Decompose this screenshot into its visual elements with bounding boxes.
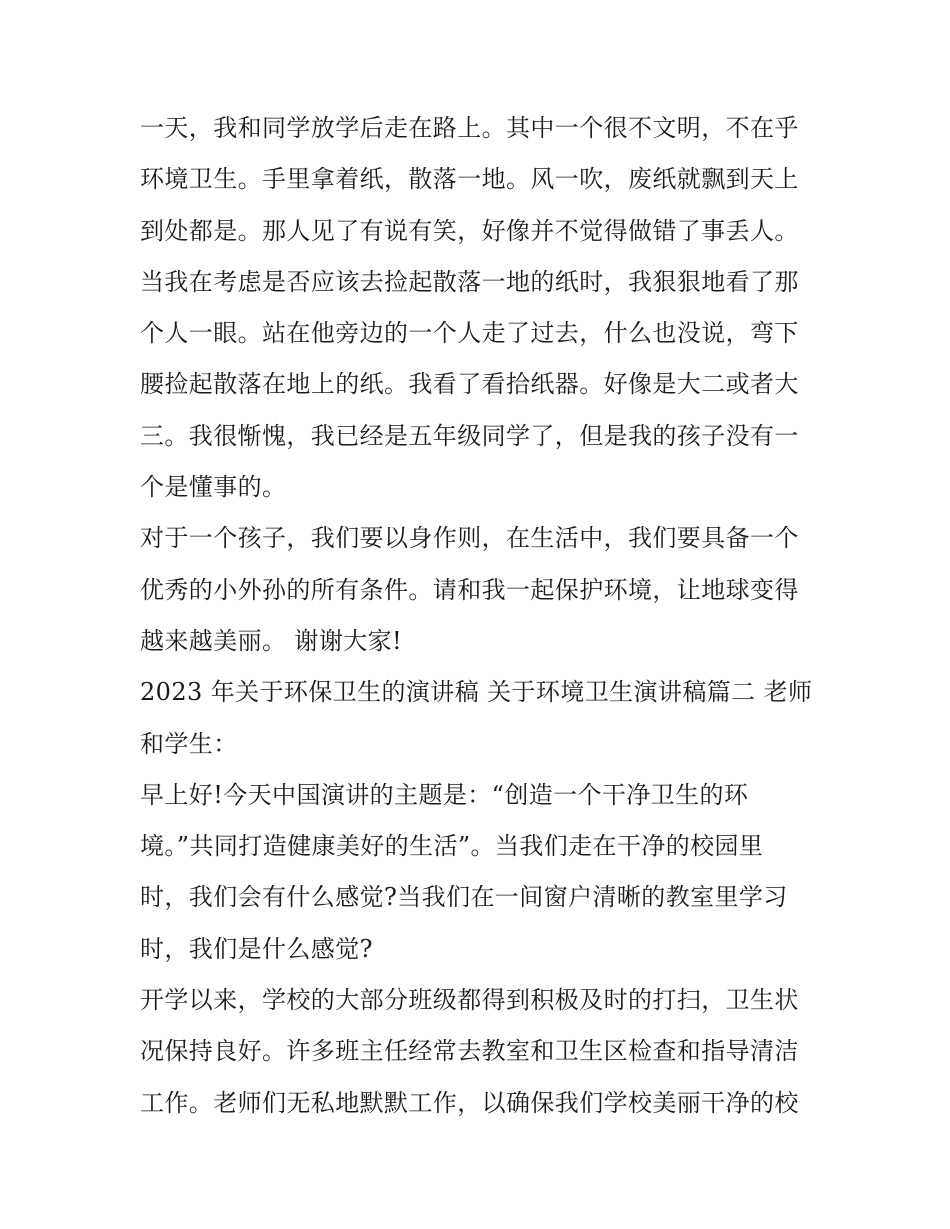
- document-body: [140, 103, 820, 1129]
- text-line: 开学以来，学校的大部分班级都得到积极及时的打扫，卫生状: [140, 986, 799, 1015]
- text-line: 三。我很惭愧，我已经是五年级同学了，但是我的孩子没有一: [140, 421, 799, 450]
- text-line: 到处都是。那人见了有说有笑，好像并不觉得做错了事丢人。: [140, 216, 799, 245]
- text-line: 越来越美丽。 谢谢大家!: [140, 626, 403, 655]
- text-line: 环境卫生。手里拿着纸，散落一地。风一吹，废纸就飘到天上: [140, 165, 799, 194]
- text-line: 一天，我和同学放学后走在路上。其中一个很不文明，不在乎: [140, 114, 799, 142]
- text-line: 工作。老师们无私地默默工作，以确保我们学校美丽干净的校: [140, 1088, 799, 1117]
- text-line: 个是懂事的。: [140, 473, 287, 502]
- section-heading-line: 和学生：: [140, 729, 238, 758]
- text-line: 时，我们会有什么感觉?当我们在一间窗户清晰的教室里学习: [140, 883, 788, 912]
- section-heading-line: 2023 年关于环保卫生的演讲稿 关于环境卫生演讲稿篇二 老师: [140, 678, 813, 707]
- text-line: 况保持良好。许多班主任经常去教室和卫生区检查和指导清洁: [140, 1037, 799, 1066]
- text-line: 对于一个孩子，我们要以身作则，在生活中，我们要具备一个: [140, 524, 799, 553]
- text-line: 早上好!今天中国演讲的主题是：“创造一个干净卫生的环: [140, 780, 749, 809]
- text-line: 当我在考虑是否应该去捡起散落一地的纸时，我狠狠地看了那: [140, 267, 799, 296]
- text-line: 时，我们是什么感觉?: [140, 934, 373, 963]
- text-line: 优秀的小外孙的所有条件。请和我一起保护环境，让地球变得: [140, 575, 799, 604]
- text-line: 个人一眼。站在他旁边的一个人走了过去，什么也没说，弯下: [140, 319, 799, 348]
- text-line: 腰捡起散落在地上的纸。我看了看拾纸器。好像是大二或者大: [140, 370, 799, 399]
- text-line: 境。”共同打造健康美好的生活”。当我们走在干净的校园里: [140, 832, 764, 861]
